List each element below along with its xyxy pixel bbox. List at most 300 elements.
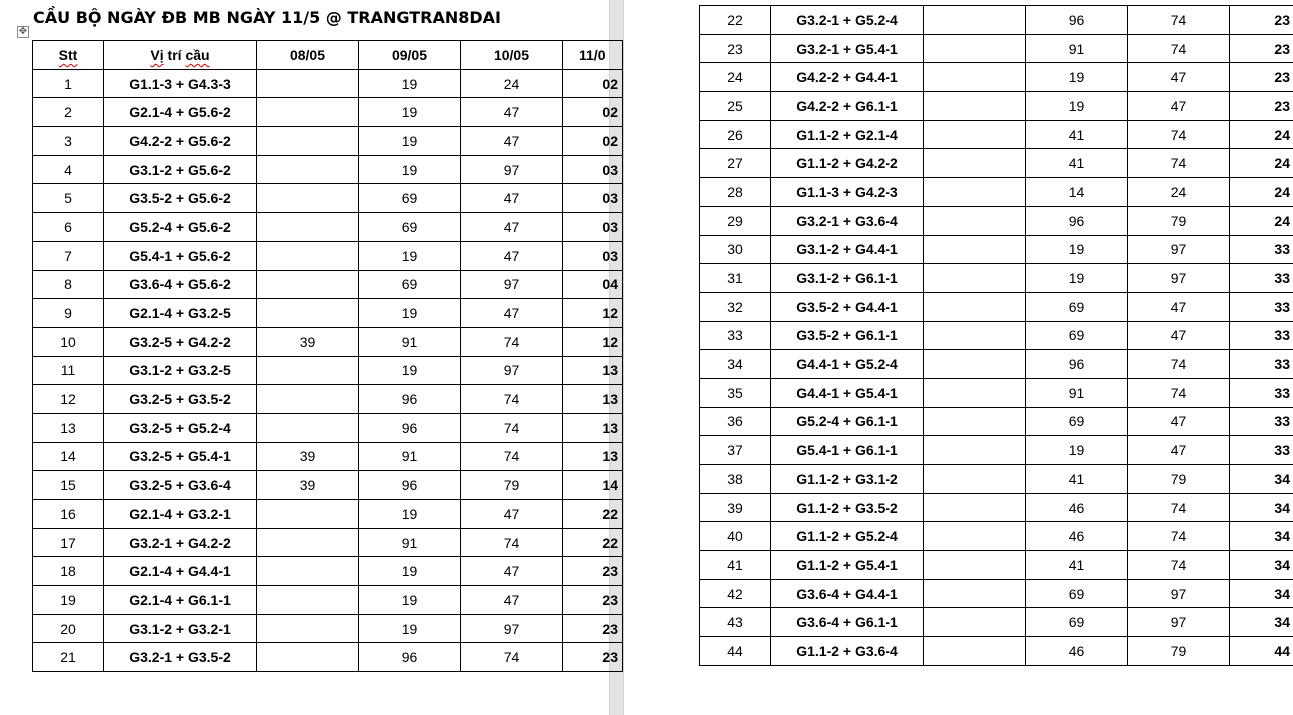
table-row[interactable] [33, 471, 623, 500]
table-row[interactable] [33, 442, 623, 471]
cell-date-0805[interactable] [924, 178, 1026, 207]
cell-position-pair[interactable]: G3.5-2 + G4.4-1 [771, 292, 924, 321]
cell-position-pair[interactable]: G3.6-4 + G4.4-1 [771, 579, 924, 608]
cell-position-pair[interactable]: G4.4-1 + G5.4-1 [771, 378, 924, 407]
cell-stt[interactable]: 12 [33, 385, 104, 414]
bridge-table-left[interactable] [32, 40, 623, 672]
cell-date-0905[interactable]: 96 [359, 471, 461, 500]
cell-position-pair[interactable]: G3.5-2 + G5.6-2 [104, 184, 257, 213]
cell-stt[interactable]: 23 [700, 34, 771, 63]
cell-date-0805[interactable] [924, 551, 1026, 580]
cell-stt[interactable]: 27 [700, 149, 771, 178]
cell-stt[interactable]: 33 [700, 321, 771, 350]
cell-date-0905[interactable]: 96 [1026, 6, 1128, 35]
table-row[interactable] [700, 637, 1293, 666]
cell-stt[interactable]: 22 [700, 6, 771, 35]
cell-date-0905[interactable]: 96 [359, 413, 461, 442]
cell-date-1105[interactable]: 33 [1230, 407, 1293, 436]
cell-date-0905[interactable]: 19 [359, 500, 461, 529]
cell-stt[interactable]: 41 [700, 551, 771, 580]
cell-date-0905[interactable]: 69 [359, 184, 461, 213]
cell-date-0805[interactable] [924, 206, 1026, 235]
cell-date-1005[interactable]: 47 [1128, 63, 1230, 92]
cell-date-0905[interactable]: 41 [1026, 149, 1128, 178]
cell-date-1005[interactable]: 47 [461, 500, 563, 529]
cell-date-0805[interactable] [924, 34, 1026, 63]
cell-position-pair[interactable]: G4.2-2 + G6.1-1 [771, 92, 924, 121]
cell-date-1005[interactable]: 97 [1128, 608, 1230, 637]
cell-position-pair[interactable]: G3.5-2 + G6.1-1 [771, 321, 924, 350]
table-row[interactable] [33, 385, 623, 414]
cell-stt[interactable]: 35 [700, 378, 771, 407]
cell-position-pair[interactable]: G3.1-2 + G4.4-1 [771, 235, 924, 264]
cell-date-0905[interactable]: 91 [1026, 378, 1128, 407]
table-row[interactable] [33, 356, 623, 385]
cell-date-0905[interactable]: 41 [1026, 120, 1128, 149]
cell-stt[interactable]: 11 [33, 356, 104, 385]
cell-date-0905[interactable]: 19 [1026, 235, 1128, 264]
cell-position-pair[interactable]: G5.4-1 + G6.1-1 [771, 436, 924, 465]
cell-date-0905[interactable]: 69 [359, 270, 461, 299]
cell-date-1005[interactable]: 74 [1128, 6, 1230, 35]
cell-date-0905[interactable]: 19 [359, 127, 461, 156]
cell-date-1105[interactable]: 02 [563, 69, 623, 98]
cell-date-1105[interactable]: 33 [1230, 350, 1293, 379]
cell-date-0805[interactable] [924, 235, 1026, 264]
cell-date-1105[interactable]: 24 [1230, 206, 1293, 235]
cell-date-0905[interactable]: 91 [359, 442, 461, 471]
cell-date-0805[interactable] [924, 608, 1026, 637]
cell-date-0805[interactable] [924, 407, 1026, 436]
cell-date-1105[interactable]: 24 [1230, 178, 1293, 207]
cell-date-0805[interactable] [924, 92, 1026, 121]
cell-date-0805[interactable] [924, 120, 1026, 149]
cell-date-0805[interactable] [924, 264, 1026, 293]
cell-date-0805[interactable] [257, 270, 359, 299]
cell-date-1005[interactable]: 47 [461, 557, 563, 586]
table-row[interactable] [700, 34, 1293, 63]
cell-position-pair[interactable]: G2.1-4 + G5.6-2 [104, 98, 257, 127]
table-row[interactable] [33, 500, 623, 529]
cell-position-pair[interactable]: G3.2-1 + G4.2-2 [104, 528, 257, 557]
cell-date-0805[interactable] [257, 528, 359, 557]
cell-date-0805[interactable] [257, 614, 359, 643]
header-stt[interactable] [33, 41, 104, 70]
cell-stt[interactable]: 9 [33, 299, 104, 328]
cell-date-0905[interactable]: 69 [1026, 407, 1128, 436]
cell-date-1105[interactable]: 12 [563, 327, 623, 356]
cell-date-1005[interactable]: 47 [461, 184, 563, 213]
cell-date-0805[interactable] [924, 63, 1026, 92]
cell-date-0905[interactable]: 91 [359, 528, 461, 557]
cell-date-0805[interactable] [257, 184, 359, 213]
cell-date-1005[interactable]: 47 [1128, 407, 1230, 436]
header-date-1005[interactable]: 10/05 [461, 41, 563, 70]
cell-date-1105[interactable]: 23 [563, 557, 623, 586]
cell-stt[interactable]: 24 [700, 63, 771, 92]
cell-stt[interactable]: 25 [700, 92, 771, 121]
table-row[interactable] [33, 241, 623, 270]
cell-date-1105[interactable]: 24 [1230, 120, 1293, 149]
table-row[interactable] [700, 350, 1293, 379]
cell-date-0805[interactable] [257, 586, 359, 615]
table-row[interactable] [33, 327, 623, 356]
cell-position-pair[interactable]: G1.1-2 + G3.1-2 [771, 465, 924, 494]
cell-date-0905[interactable]: 19 [359, 98, 461, 127]
cell-stt[interactable]: 29 [700, 206, 771, 235]
cell-position-pair[interactable]: G3.6-4 + G5.6-2 [104, 270, 257, 299]
cell-date-1105[interactable]: 13 [563, 356, 623, 385]
cell-date-0805[interactable] [924, 321, 1026, 350]
cell-stt[interactable]: 34 [700, 350, 771, 379]
cell-date-0905[interactable]: 41 [1026, 465, 1128, 494]
cell-date-1005[interactable]: 74 [461, 413, 563, 442]
cell-date-1005[interactable]: 79 [1128, 206, 1230, 235]
cell-date-0805[interactable] [924, 637, 1026, 666]
cell-date-1005[interactable]: 47 [1128, 321, 1230, 350]
cell-date-0805[interactable] [924, 6, 1026, 35]
cell-date-1105[interactable]: 03 [563, 241, 623, 270]
cell-date-1005[interactable]: 47 [1128, 292, 1230, 321]
cell-date-1005[interactable]: 97 [461, 155, 563, 184]
cell-stt[interactable]: 44 [700, 637, 771, 666]
cell-date-1105[interactable]: 02 [563, 127, 623, 156]
cell-date-1005[interactable]: 74 [1128, 120, 1230, 149]
cell-position-pair[interactable]: G5.4-1 + G5.6-2 [104, 241, 257, 270]
cell-date-1005[interactable]: 47 [1128, 92, 1230, 121]
cell-date-1105[interactable]: 23 [1230, 92, 1293, 121]
cell-date-0905[interactable]: 96 [1026, 350, 1128, 379]
cell-date-0905[interactable]: 19 [1026, 264, 1128, 293]
cell-date-1005[interactable]: 97 [1128, 579, 1230, 608]
cell-date-1105[interactable]: 34 [1230, 465, 1293, 494]
cell-position-pair[interactable]: G3.2-5 + G4.2-2 [104, 327, 257, 356]
cell-stt[interactable]: 8 [33, 270, 104, 299]
cell-date-0805[interactable] [924, 292, 1026, 321]
cell-date-1105[interactable]: 13 [563, 385, 623, 414]
cell-date-0905[interactable]: 91 [1026, 34, 1128, 63]
table-row[interactable] [700, 608, 1293, 637]
cell-date-0805[interactable] [924, 522, 1026, 551]
header-date-0805[interactable]: 08/05 [257, 41, 359, 70]
cell-position-pair[interactable]: G1.1-2 + G5.2-4 [771, 522, 924, 551]
cell-date-1105[interactable]: 34 [1230, 522, 1293, 551]
cell-date-1005[interactable]: 74 [1128, 378, 1230, 407]
cell-date-0905[interactable]: 69 [1026, 292, 1128, 321]
cell-position-pair[interactable]: G3.2-1 + G3.6-4 [771, 206, 924, 235]
cell-date-1005[interactable]: 47 [461, 127, 563, 156]
cell-date-0905[interactable]: 19 [1026, 436, 1128, 465]
cell-date-1005[interactable]: 97 [461, 270, 563, 299]
table-row[interactable] [700, 120, 1293, 149]
table-row[interactable] [700, 465, 1293, 494]
cell-date-0805[interactable]: 39 [257, 471, 359, 500]
cell-date-0905[interactable]: 19 [359, 299, 461, 328]
cell-date-0905[interactable]: 19 [359, 241, 461, 270]
cell-date-0805[interactable]: 39 [257, 327, 359, 356]
cell-date-1105[interactable]: 22 [563, 528, 623, 557]
cell-stt[interactable]: 36 [700, 407, 771, 436]
table-row[interactable] [700, 522, 1293, 551]
table-row[interactable] [700, 493, 1293, 522]
cell-position-pair[interactable]: G1.1-2 + G3.6-4 [771, 637, 924, 666]
cell-position-pair[interactable]: G2.1-4 + G6.1-1 [104, 586, 257, 615]
cell-date-1005[interactable]: 97 [461, 356, 563, 385]
cell-date-1105[interactable]: 12 [563, 299, 623, 328]
cell-date-0805[interactable]: 39 [257, 442, 359, 471]
cell-date-1005[interactable]: 79 [1128, 465, 1230, 494]
cell-date-1105[interactable]: 23 [563, 614, 623, 643]
cell-date-1005[interactable]: 74 [1128, 551, 1230, 580]
table-row[interactable] [700, 92, 1293, 121]
cell-date-1105[interactable]: 33 [1230, 292, 1293, 321]
cell-stt[interactable]: 19 [33, 586, 104, 615]
cell-date-0905[interactable]: 46 [1026, 522, 1128, 551]
cell-position-pair[interactable]: G3.2-5 + G3.6-4 [104, 471, 257, 500]
cell-stt[interactable]: 43 [700, 608, 771, 637]
table-row[interactable] [33, 643, 623, 672]
cell-date-0805[interactable] [924, 350, 1026, 379]
cell-date-0905[interactable]: 41 [1026, 551, 1128, 580]
cell-date-0805[interactable] [257, 69, 359, 98]
cell-date-1005[interactable]: 74 [1128, 522, 1230, 551]
cell-position-pair[interactable]: G4.2-2 + G4.4-1 [771, 63, 924, 92]
cell-date-0805[interactable] [257, 155, 359, 184]
cell-stt[interactable]: 26 [700, 120, 771, 149]
cell-date-1105[interactable]: 03 [563, 213, 623, 242]
cell-date-1005[interactable]: 24 [461, 69, 563, 98]
cell-date-1105[interactable]: 23 [1230, 63, 1293, 92]
cell-position-pair[interactable]: G1.1-3 + G4.3-3 [104, 69, 257, 98]
header-date-1105[interactable]: 11/0 [563, 41, 623, 70]
cell-date-0805[interactable] [257, 385, 359, 414]
cell-date-1005[interactable]: 74 [1128, 149, 1230, 178]
cell-position-pair[interactable]: G1.1-2 + G3.5-2 [771, 493, 924, 522]
cell-date-0905[interactable]: 19 [359, 356, 461, 385]
cell-position-pair[interactable]: G3.2-5 + G5.4-1 [104, 442, 257, 471]
cell-position-pair[interactable]: G3.2-1 + G5.2-4 [771, 6, 924, 35]
document-title[interactable]: CẦU BỘ NGÀY ĐB MB NGÀY 11/5 @ TRANGTRAN8DAI [33, 8, 501, 27]
table-row[interactable] [33, 270, 623, 299]
cell-date-1005[interactable]: 47 [461, 299, 563, 328]
cell-date-0905[interactable]: 19 [359, 69, 461, 98]
cell-stt[interactable]: 28 [700, 178, 771, 207]
cell-stt[interactable]: 14 [33, 442, 104, 471]
cell-date-1005[interactable]: 74 [1128, 350, 1230, 379]
table-row[interactable] [33, 586, 623, 615]
table-row[interactable] [33, 184, 623, 213]
table-row[interactable] [33, 213, 623, 242]
cell-stt[interactable]: 13 [33, 413, 104, 442]
cell-date-1105[interactable]: 33 [1230, 378, 1293, 407]
cell-date-0905[interactable]: 19 [359, 586, 461, 615]
cell-date-0805[interactable] [257, 213, 359, 242]
cell-date-1105[interactable]: 23 [1230, 6, 1293, 35]
cell-date-1105[interactable]: 13 [563, 442, 623, 471]
cell-date-0905[interactable]: 46 [1026, 493, 1128, 522]
cell-date-0805[interactable] [257, 299, 359, 328]
cell-position-pair[interactable]: G3.1-2 + G6.1-1 [771, 264, 924, 293]
cell-date-1005[interactable]: 74 [461, 327, 563, 356]
cell-stt[interactable]: 7 [33, 241, 104, 270]
four-way-arrow-move-icon[interactable]: ✥ [18, 26, 28, 37]
cell-position-pair[interactable]: G4.4-1 + G5.2-4 [771, 350, 924, 379]
cell-date-0805[interactable] [257, 241, 359, 270]
cell-date-1105[interactable]: 44 [1230, 637, 1293, 666]
table-row[interactable] [700, 264, 1293, 293]
table-row[interactable] [700, 6, 1293, 35]
cell-stt[interactable]: 20 [33, 614, 104, 643]
cell-position-pair[interactable]: G5.2-4 + G5.6-2 [104, 213, 257, 242]
cell-stt[interactable]: 42 [700, 579, 771, 608]
cell-date-0905[interactable]: 46 [1026, 637, 1128, 666]
cell-date-1005[interactable]: 74 [1128, 34, 1230, 63]
cell-position-pair[interactable]: G3.2-5 + G3.5-2 [104, 385, 257, 414]
table-row[interactable] [700, 436, 1293, 465]
cell-date-1105[interactable]: 24 [1230, 149, 1293, 178]
cell-position-pair[interactable]: G3.6-4 + G6.1-1 [771, 608, 924, 637]
table-row[interactable] [700, 206, 1293, 235]
cell-date-1105[interactable]: 34 [1230, 579, 1293, 608]
cell-stt[interactable]: 6 [33, 213, 104, 242]
cell-date-1105[interactable]: 33 [1230, 235, 1293, 264]
cell-position-pair[interactable]: G1.1-3 + G4.2-3 [771, 178, 924, 207]
cell-date-0805[interactable] [924, 149, 1026, 178]
cell-date-0805[interactable] [924, 465, 1026, 494]
cell-date-1105[interactable]: 23 [563, 643, 623, 672]
cell-stt[interactable]: 37 [700, 436, 771, 465]
cell-date-1105[interactable]: 34 [1230, 608, 1293, 637]
cell-date-1105[interactable]: 03 [563, 155, 623, 184]
cell-date-1005[interactable]: 97 [1128, 235, 1230, 264]
table-row[interactable] [700, 149, 1293, 178]
cell-date-0805[interactable] [257, 643, 359, 672]
cell-date-1105[interactable]: 03 [563, 184, 623, 213]
cell-stt[interactable]: 17 [33, 528, 104, 557]
cell-date-1105[interactable]: 13 [563, 413, 623, 442]
table-row[interactable] [700, 235, 1293, 264]
cell-stt[interactable]: 16 [33, 500, 104, 529]
cell-date-1005[interactable]: 74 [461, 385, 563, 414]
cell-stt[interactable]: 1 [33, 69, 104, 98]
cell-stt[interactable]: 18 [33, 557, 104, 586]
cell-date-1005[interactable]: 74 [1128, 493, 1230, 522]
cell-date-1005[interactable]: 74 [461, 643, 563, 672]
cell-date-1005[interactable]: 47 [461, 586, 563, 615]
cell-date-0805[interactable] [257, 356, 359, 385]
cell-date-0805[interactable] [924, 493, 1026, 522]
cell-date-0905[interactable]: 96 [359, 385, 461, 414]
cell-position-pair[interactable]: G4.2-2 + G5.6-2 [104, 127, 257, 156]
cell-date-0805[interactable] [257, 413, 359, 442]
table-row[interactable] [700, 551, 1293, 580]
cell-date-0905[interactable]: 14 [1026, 178, 1128, 207]
cell-date-1005[interactable]: 47 [461, 98, 563, 127]
cell-stt[interactable]: 15 [33, 471, 104, 500]
cell-date-1105[interactable]: 33 [1230, 321, 1293, 350]
table-row[interactable] [700, 63, 1293, 92]
cell-position-pair[interactable]: G1.1-2 + G2.1-4 [771, 120, 924, 149]
cell-date-0805[interactable] [924, 579, 1026, 608]
cell-date-1005[interactable]: 79 [1128, 637, 1230, 666]
cell-stt[interactable]: 21 [33, 643, 104, 672]
cell-position-pair[interactable]: G5.2-4 + G6.1-1 [771, 407, 924, 436]
table-row[interactable] [700, 378, 1293, 407]
bridge-table-right[interactable] [699, 5, 1293, 666]
cell-stt[interactable]: 3 [33, 127, 104, 156]
cell-date-0905[interactable]: 19 [1026, 92, 1128, 121]
table-row[interactable] [700, 321, 1293, 350]
cell-position-pair[interactable]: G2.1-4 + G4.4-1 [104, 557, 257, 586]
cell-date-0905[interactable]: 91 [359, 327, 461, 356]
cell-position-pair[interactable]: G2.1-4 + G3.2-5 [104, 299, 257, 328]
table-row[interactable] [700, 178, 1293, 207]
cell-date-1005[interactable]: 74 [461, 528, 563, 557]
table-row[interactable] [33, 557, 623, 586]
cell-date-1105[interactable]: 34 [1230, 493, 1293, 522]
cell-position-pair[interactable]: G3.1-2 + G3.2-5 [104, 356, 257, 385]
cell-date-0905[interactable]: 19 [359, 614, 461, 643]
header-vi-tri-cau[interactable] [104, 41, 257, 70]
table-row[interactable] [33, 69, 623, 98]
cell-date-0905[interactable]: 69 [359, 213, 461, 242]
table-row[interactable] [33, 127, 623, 156]
header-date-0905[interactable]: 09/05 [359, 41, 461, 70]
cell-date-1005[interactable]: 97 [461, 614, 563, 643]
cell-stt[interactable]: 10 [33, 327, 104, 356]
cell-date-0905[interactable]: 69 [1026, 608, 1128, 637]
cell-date-0905[interactable]: 69 [1026, 321, 1128, 350]
cell-date-1105[interactable]: 23 [1230, 34, 1293, 63]
table-row[interactable] [33, 528, 623, 557]
cell-position-pair[interactable]: G3.1-2 + G3.2-1 [104, 614, 257, 643]
cell-stt[interactable]: 32 [700, 292, 771, 321]
cell-date-1005[interactable]: 24 [1128, 178, 1230, 207]
cell-date-0805[interactable] [257, 500, 359, 529]
cell-stt[interactable]: 30 [700, 235, 771, 264]
cell-position-pair[interactable]: G2.1-4 + G3.2-1 [104, 500, 257, 529]
cell-date-1005[interactable]: 97 [1128, 264, 1230, 293]
cell-date-1105[interactable]: 02 [563, 98, 623, 127]
table-row[interactable] [700, 292, 1293, 321]
table-row[interactable] [33, 299, 623, 328]
cell-date-1105[interactable]: 04 [563, 270, 623, 299]
cell-date-1105[interactable]: 33 [1230, 264, 1293, 293]
cell-stt[interactable]: 31 [700, 264, 771, 293]
cell-date-1005[interactable]: 47 [1128, 436, 1230, 465]
cell-position-pair[interactable]: G3.2-1 + G5.4-1 [771, 34, 924, 63]
cell-stt[interactable]: 38 [700, 465, 771, 494]
cell-date-1105[interactable]: 34 [1230, 551, 1293, 580]
cell-date-0905[interactable]: 19 [359, 155, 461, 184]
cell-date-0905[interactable]: 19 [1026, 63, 1128, 92]
cell-date-0805[interactable] [257, 98, 359, 127]
table-row[interactable] [33, 155, 623, 184]
table-row[interactable] [33, 413, 623, 442]
cell-stt[interactable]: 5 [33, 184, 104, 213]
cell-date-0805[interactable] [924, 436, 1026, 465]
cell-date-0805[interactable] [257, 127, 359, 156]
cell-date-0905[interactable]: 96 [1026, 206, 1128, 235]
cell-date-1105[interactable]: 23 [563, 586, 623, 615]
table-row[interactable] [33, 614, 623, 643]
cell-date-1005[interactable]: 74 [461, 442, 563, 471]
cell-date-0805[interactable] [924, 378, 1026, 407]
cell-date-1105[interactable]: 22 [563, 500, 623, 529]
cell-date-1105[interactable]: 33 [1230, 436, 1293, 465]
table-row[interactable] [700, 579, 1293, 608]
cell-position-pair[interactable]: G3.2-1 + G3.5-2 [104, 643, 257, 672]
